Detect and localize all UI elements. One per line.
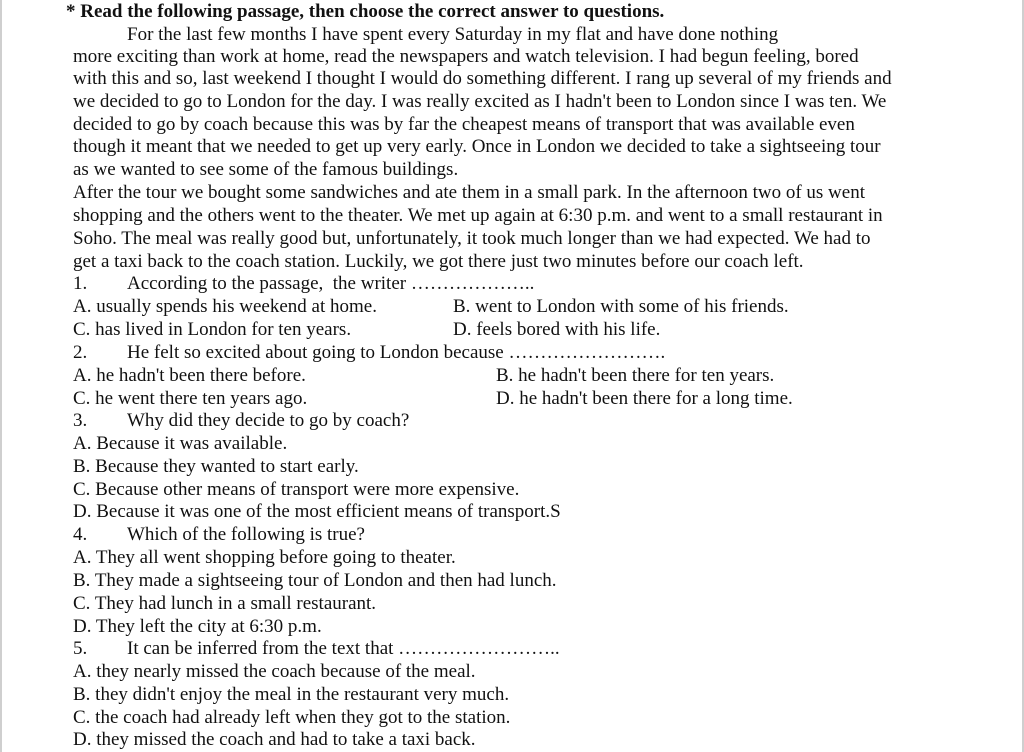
passage-line: with this and so, last weekend I thought I would do something different. I rang up several of my friends and [73,68,892,89]
passage-line: decided to go by coach because this was by far the cheapest means of transport that was available even [73,114,855,135]
option-a: A. Because it was available. [73,433,288,454]
passage-line: though it meant that we needed to get up very early. Once in London we decided to take a sightseeing tour [73,136,881,157]
question-number: 4. [73,524,88,545]
option-c: C. They had lunch in a small restaurant. [73,593,377,614]
passage-line: shopping and the others went to the theater. We met up again at 6:30 p.m. and went to a small restaurant in [73,205,883,226]
option-c: C. he went there ten years ago. [73,388,308,409]
option-a: A. they nearly missed the coach because of the meal. [73,661,476,682]
instruction-heading: * Read the following passage, then choose the correct answer to questions. [66,1,665,22]
option-a: A. usually spends his weekend at home. [73,296,377,317]
passage-line: more exciting than work at home, read the newspapers and watch television. I had begun feeling, bored [73,46,859,67]
option-a: A. he hadn't been there before. [73,365,306,386]
passage-line: as we wanted to see some of the famous buildings. [73,159,459,180]
option-c: C. the coach had already left when they got to the station. [73,707,511,728]
question-stem: He felt so excited about going to London because ……………………. [127,342,666,363]
passage-line: After the tour we bought some sandwiches and ate them in a small park. In the afternoon two of us went [73,182,865,203]
question-stem: Why did they decide to go by coach? [127,410,410,431]
option-b: B. went to London with some of his friends. [453,296,789,317]
option-b: B. they didn't enjoy the meal in the restaurant very much. [73,684,510,705]
question-stem: According to the passage, the writer ……………….. [127,273,535,294]
option-d: D. Because it was one of the most efficient means of transport.S [73,501,561,522]
option-d: D. he hadn't been there for a long time. [496,388,793,409]
option-d: D. They left the city at 6:30 p.m. [73,616,322,637]
passage-line: Soho. The meal was really good but, unfortunately, it took much longer than we had expected. We had to [73,228,871,249]
question-number: 3. [73,410,88,431]
option-b: B. he hadn't been there for ten years. [496,365,775,386]
option-c: C. has lived in London for ten years. [73,319,352,340]
option-a: A. They all went shopping before going to theater. [73,547,456,568]
passage-line: we decided to go to London for the day. I was really excited as I hadn't been to London since I was ten. We [73,91,887,112]
question-number: 2. [73,342,88,363]
question-number: 5. [73,638,88,659]
option-c: C. Because other means of transport were more expensive. [73,479,520,500]
question-number: 1. [73,273,88,294]
option-d: D. they missed the coach and had to take a taxi back. [73,729,476,750]
passage-line: For the last few months I have spent every Saturday in my flat and have done nothing [127,24,779,45]
passage-line: get a taxi back to the coach station. Luckily, we got there just two minutes before our coach left. [73,251,804,272]
option-d: D. feels bored with his life. [453,319,661,340]
option-b: B. They made a sightseeing tour of London and then had lunch. [73,570,557,591]
question-stem: It can be inferred from the text that …………………….. [127,638,560,659]
question-stem: Which of the following is true? [127,524,365,545]
option-b: B. Because they wanted to start early. [73,456,359,477]
